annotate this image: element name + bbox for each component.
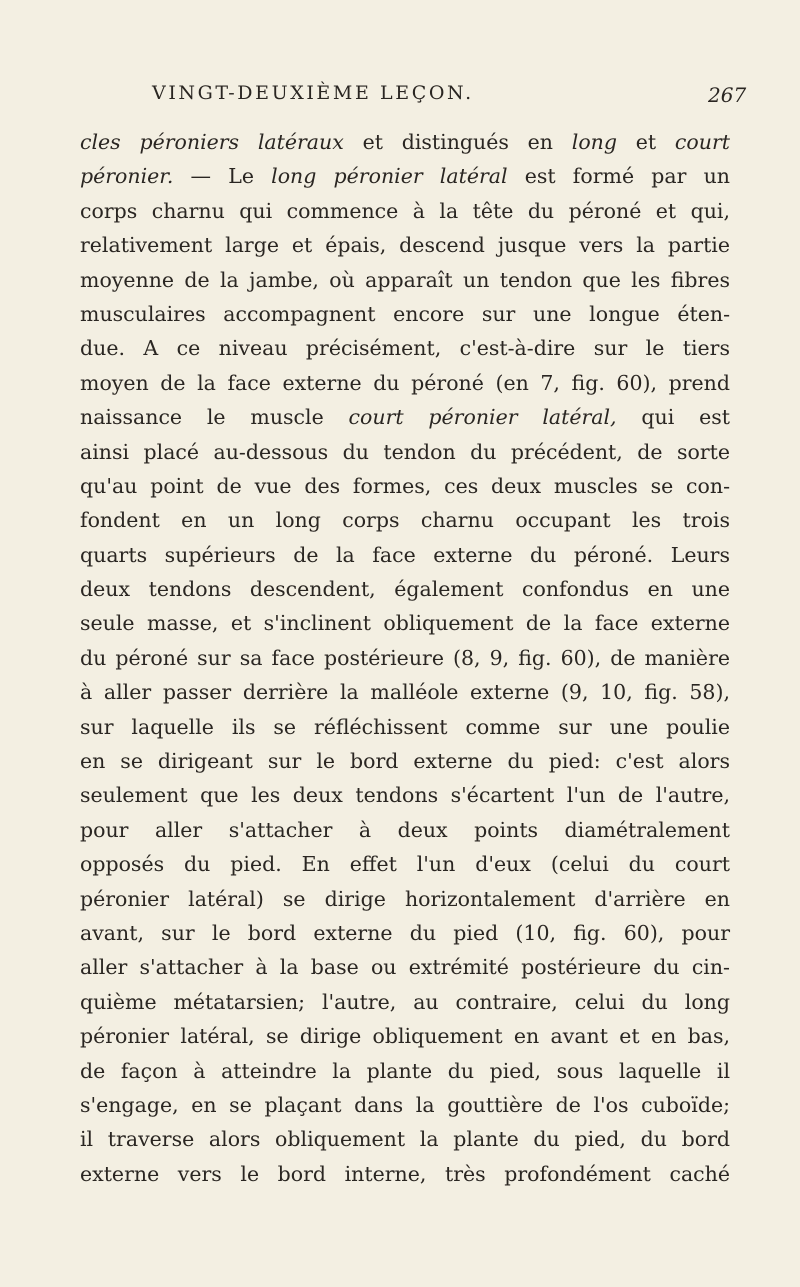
text-line (80, 194, 730, 228)
text-line (80, 916, 730, 950)
text-line (80, 1122, 730, 1156)
text-line (80, 813, 730, 847)
text-segment: pour aller s'attacher à deux points diamétralement (80, 817, 730, 842)
text-line (80, 228, 730, 262)
text-segment: moyenne de la jambe, où apparaît un tendon que les fibres (80, 267, 730, 292)
text-segment: quarts supérieurs de la face externe du péroné. Leurs (80, 542, 730, 567)
text-segment: — Le (173, 164, 272, 189)
text-segment: externe vers le bord interne, très profondément caché (80, 1161, 730, 1186)
text-line (80, 1088, 730, 1122)
text-line (80, 400, 730, 434)
text-line (80, 606, 730, 640)
text-segment: péronier latéral, se dirige obliquement en avant et en bas, (80, 1024, 730, 1049)
text-line (80, 435, 730, 469)
text-segment: fondent en un long corps charnu occupant les trois (80, 508, 730, 533)
running-head: VINGT-DEUXIÈME LEÇON. (152, 82, 474, 104)
text-segment: ainsi placé au-dessous du tendon du précédent, de sorte (80, 439, 730, 464)
text-line (80, 1157, 730, 1191)
text-segment: avant, sur le bord externe du pied (10, fig. 60), pour (80, 920, 730, 945)
text-segment: et (617, 130, 675, 154)
text-segment: est formé par un (507, 164, 730, 189)
text-segment: deux tendons descendent, également confondus en une (80, 577, 730, 602)
text-segment: de façon à atteindre la plante du pied, sous laquelle il (80, 1058, 730, 1083)
text-line (80, 297, 730, 331)
text-segment: opposés du pied. En effet l'un d'eux (celui du court (80, 852, 730, 877)
italic-term: péronier. (80, 164, 174, 189)
text-segment: seule masse, et s'inclinent obliquement de la face externe (80, 611, 730, 636)
text-line (80, 985, 730, 1019)
text-segment: qui est (616, 405, 730, 430)
text-segment: due. A ce niveau précisément, c'est-à-dire sur le tiers (80, 336, 730, 361)
text-segment: et distingués en (343, 130, 572, 154)
text-line (80, 159, 730, 193)
text-line (80, 882, 730, 916)
text-segment: musculaires accompagnent encore sur une longue éten- (80, 301, 730, 326)
text-line (80, 538, 730, 572)
text-segment: relativement large et épais, descend jusque vers la partie (80, 233, 730, 258)
text-line (80, 675, 730, 709)
text-line (80, 125, 730, 159)
text-line (80, 847, 730, 881)
text-segment: sur laquelle ils se réfléchissent comme sur une poulie (80, 714, 730, 739)
text-segment: péronier latéral) se dirige horizontalement d'arrière en (80, 886, 730, 911)
italic-term: long (571, 130, 617, 154)
text-line (80, 1019, 730, 1053)
text-segment: du péroné sur sa face postérieure (8, 9, fig. 60), de manière (80, 645, 730, 670)
text-segment: naissance le muscle (80, 405, 349, 430)
text-segment: corps charnu qui commence à la tête du péroné et qui, (80, 198, 730, 223)
text-segment: seulement que les deux tendons s'écartent l'un de l'autre, (80, 783, 730, 808)
body-text (80, 125, 730, 1191)
text-line (80, 366, 730, 400)
text-segment: quième métatarsien; l'autre, au contraire, celui du long (80, 989, 730, 1014)
text-line (80, 469, 730, 503)
text-line (80, 744, 730, 778)
text-segment: en se dirigeant sur le bord externe du pied: c'est alors (80, 749, 730, 774)
italic-term: court péronier latéral, (348, 405, 617, 430)
italic-term: court (674, 130, 730, 154)
text-line (80, 710, 730, 744)
text-line (80, 503, 730, 537)
page-header (0, 82, 800, 112)
text-segment: aller s'attacher à la base ou extrémité postérieure du cin- (80, 955, 730, 980)
italic-term: long péronier latéral (271, 164, 508, 189)
text-segment: qu'au point de vue des formes, ces deux muscles se con- (80, 473, 730, 498)
text-line (80, 331, 730, 365)
text-line (80, 263, 730, 297)
text-line (80, 950, 730, 984)
text-segment: il traverse alors obliquement la plante du pied, du bord (80, 1127, 730, 1152)
text-segment: moyen de la face externe du péroné (en 7, fig. 60), prend (80, 370, 730, 395)
page-number: 267 (708, 83, 747, 107)
italic-term: cles (80, 130, 140, 154)
text-segment: à aller passer derrière la malléole externe (9, 10, fig. 58), (80, 680, 730, 705)
text-line (80, 641, 730, 675)
italic-term: péroniers latéraux (139, 130, 344, 154)
text-line (80, 778, 730, 812)
text-segment: s'engage, en se plaçant dans la gouttière de l'os cuboïde; (80, 1092, 730, 1117)
text-line (80, 572, 730, 606)
text-line (80, 1054, 730, 1088)
